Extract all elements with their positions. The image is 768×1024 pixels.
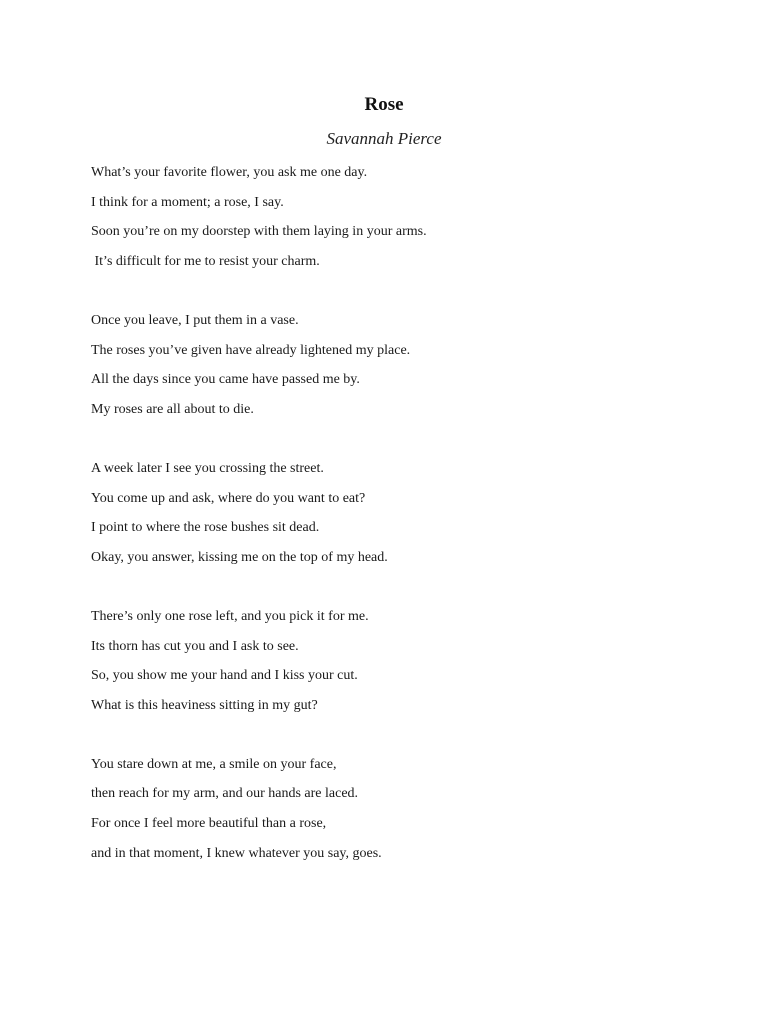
stanza-3 bbox=[91, 454, 711, 572]
poem-line: I think for a moment; a rose, I say. bbox=[91, 194, 284, 210]
poem-line: and in that moment, I knew whatever you say, goes. bbox=[91, 845, 382, 861]
stanza-2 bbox=[91, 306, 711, 424]
poem-line: Its thorn has cut you and I ask to see. bbox=[91, 638, 299, 654]
poem-line: then reach for my arm, and our hands are laced. bbox=[91, 786, 359, 802]
poem-line: I point to where the rose bushes sit dead. bbox=[91, 520, 320, 536]
poem-line: You come up and ask, where do you want to eat? bbox=[91, 490, 366, 506]
poem-line: It’s difficult for me to resist your charm. bbox=[91, 253, 320, 269]
poem-line: So, you show me your hand and I kiss your cut. bbox=[91, 668, 358, 684]
poem-line: All the days since you came have passed me by. bbox=[91, 372, 360, 388]
stanza-5 bbox=[91, 750, 711, 868]
poem-author: Savannah Pierce bbox=[326, 129, 442, 148]
poem-line: A week later I see you crossing the street. bbox=[91, 460, 324, 476]
stanza-4 bbox=[91, 602, 711, 720]
poem-line: Soon you’re on my doorstep with them laying in your arms. bbox=[91, 224, 427, 240]
poem-line: For once I feel more beautiful than a rose, bbox=[91, 816, 327, 832]
poem-line: What is this heaviness sitting in my gut? bbox=[91, 697, 318, 713]
poem-body bbox=[91, 158, 711, 898]
poem-line: The roses you’ve given have already lightened my place. bbox=[91, 342, 411, 358]
poem-line: There’s only one rose left, and you pick it for me. bbox=[91, 608, 369, 624]
poem-title: Rose bbox=[364, 94, 404, 115]
poem-line: What’s your favorite flower, you ask me one day. bbox=[91, 165, 368, 180]
stanza-1 bbox=[91, 158, 711, 276]
poem-line: Okay, you answer, kissing me on the top of my head. bbox=[91, 549, 388, 565]
poem-line: Once you leave, I put them in a vase. bbox=[91, 312, 299, 328]
poem-line: You stare down at me, a smile on your face, bbox=[91, 756, 337, 772]
poem-line: My roses are all about to die. bbox=[91, 401, 254, 417]
